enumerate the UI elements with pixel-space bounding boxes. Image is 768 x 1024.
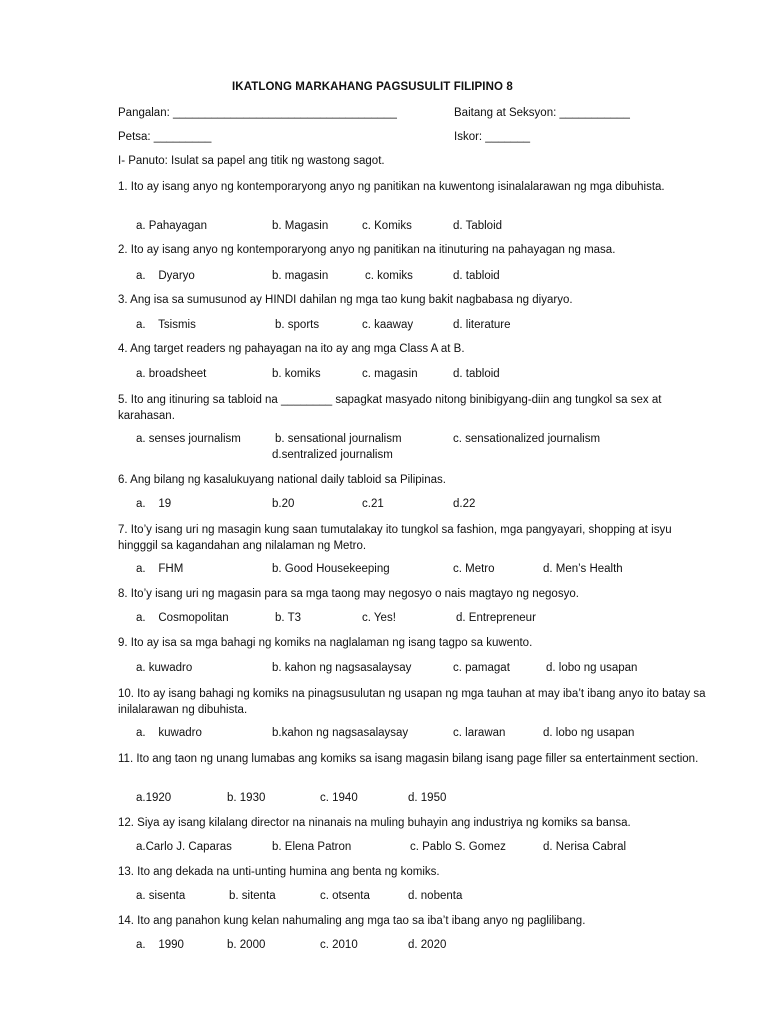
option-10b: b.kahon ng nagsasalaysay [272,727,409,739]
option-9a: a. kuwadro [136,662,193,674]
question-12: 12. Siya ay isang kilalang director na ninanais na muling buhayin ang industriya ng komiks sa bansa. [118,817,631,829]
option-7b: b. Good Housekeeping [272,563,390,575]
option-13c: c. otsenta [320,890,370,902]
option-13a: a. sisenta [136,890,186,902]
option-8d: d. Entrepreneur [456,612,536,624]
option-6a: a. 19 [136,498,172,510]
instructions: I- Panuto: Isulat sa papel ang titik ng wastong sagot. [118,155,385,167]
option-7a: a. FHM [136,563,184,575]
question-10: 10. Ito ay isang bahagi ng komiks na pinagsusulutan ng usapan ng mga tauhan at may iba’t ibang anyo ito batay sa inilalarawan ng dibuhista. [118,688,706,716]
option-12c: c. Pablo S. Gomez [410,841,506,853]
question-5: 5. Ito ang itinuring sa tabloid na ________ sapagkat masyado nitong binibigyang-diin ang tungkol sa sex at karahasan. [118,394,662,422]
option-7d: d. Men’s Health [543,563,623,575]
question-8: 8. Ito’y isang uri ng magasin para sa mga taong may negosyo o nais magtayo ng negosyo. [118,588,579,600]
option-3c: c. kaaway [362,319,414,331]
question-4: 4. Ang target readers ng pahayagan na ito ay ang mga Class A at B. [118,343,465,355]
option-8a: a. Cosmopolitan [136,612,229,624]
option-9b: b. kahon ng nagsasalaysay [272,662,412,674]
option-9d: d. lobo ng usapan [546,662,638,674]
option-14d: d. 2020 [408,939,447,951]
option-10c: c. larawan [453,727,506,739]
name-field-label: Pangalan: ___________________________________ [118,107,397,119]
option-8b: b. T3 [275,612,301,624]
question-3: 3. Ang isa sa sumusunod ay HINDI dahilan ng mga tao kung bakit nagbabasa ng diyaryo. [118,294,573,306]
option-3a: a. Tsismis [136,319,196,331]
option-8c: c. Yes! [362,612,396,624]
question-9: 9. Ito ay isa sa mga bahagi ng komiks na naglalaman ng isang tagpo sa kuwento. [118,637,533,649]
option-14a: a. 1990 [136,939,184,951]
question-13: 13. Ito ang dekada na unti-unting humina ang benta ng komiks. [118,866,440,878]
option-2a: a. Dyaryo [136,270,195,282]
option-7c: c. Metro [453,563,495,575]
option-4c: c. magasin [362,368,418,380]
question-7: 7. Ito’y isang uri ng masagin kung saan tumutalakay ito tungkol sa fashion, mga pangyayari, shopping at isyu hingggil sa kagandahan ang nilalaman ng Metro. [118,524,672,552]
option-11b: b. 1930 [227,792,266,804]
option-4a: a. broadsheet [136,368,207,380]
question-11: 11. Ito ang taon ng unang lumabas ang komiks sa isang magasin bilang isang page filler sa entertainment section. [118,753,699,765]
option-1d: d. Tabloid [453,220,503,232]
option-3d: d. literature [453,319,511,331]
score-field-label: Iskor: _______ [454,131,531,143]
question-1: 1. Ito ay isang anyo ng kontemporaryong anyo ng panitikan na kuwentong isinalalarawan ng mga dibuhista. [118,181,665,193]
option-10d: d. lobo ng usapan [543,727,635,739]
option-13b: b. sitenta [229,890,276,902]
option-4b: b. komiks [272,368,321,380]
option-14b: b. 2000 [227,939,266,951]
option-12b: b. Elena Patron [272,841,352,853]
option-11c: c. 1940 [320,792,358,804]
option-10a: a. kuwadro [136,727,202,739]
option-3b: b. sports [275,319,320,331]
option-6c: c.21 [362,498,384,510]
option-12a: a.Carlo J. Caparas [136,841,232,853]
option-5c: c. sensationalized journalism [453,433,601,445]
option-5a: a. senses journalism [136,433,241,445]
question-6: 6. Ang bilang ng kasalukuyang national daily tabloid sa Pilipinas. [118,474,446,486]
date-field-label: Petsa: _________ [118,131,212,143]
option-4d: d. tabloid [453,368,500,380]
option-9c: c. pamagat [453,662,510,674]
option-11a: a.1920 [136,792,172,804]
option-6d: d.22 [453,498,476,510]
option-5b: b. sensational journalism [275,433,402,445]
option-1a: a. Pahayagan [136,220,207,232]
option-11d: d. 1950 [408,792,447,804]
option-2b: b. magasin [272,270,329,282]
option-2c: c. komiks [365,270,413,282]
grade-section-field-label: Baitang at Seksyon: ___________ [454,107,630,119]
option-12d: d. Nerisa Cabral [543,841,627,853]
option-6b: b.20 [272,498,295,510]
page-title: IKATLONG MARKAHANG PAGSUSULIT FILIPINO 8 [232,81,513,93]
question-2: 2. Ito ay isang anyo ng kontemporaryong anyo ng panitikan na itinuturing na pahayagan ng masa. [118,244,616,256]
option-2d: d. tabloid [453,270,500,282]
option-13d: d. nobenta [408,890,463,902]
option-5d: d.sentralized journalism [272,449,393,461]
question-14: 14. Ito ang panahon kung kelan nahumaling ang mga tao sa iba’t ibang anyo ng paglilibang. [118,915,586,927]
option-1c: c. Komiks [362,220,412,232]
option-1b: b. Magasin [272,220,329,232]
option-14c: c. 2010 [320,939,358,951]
